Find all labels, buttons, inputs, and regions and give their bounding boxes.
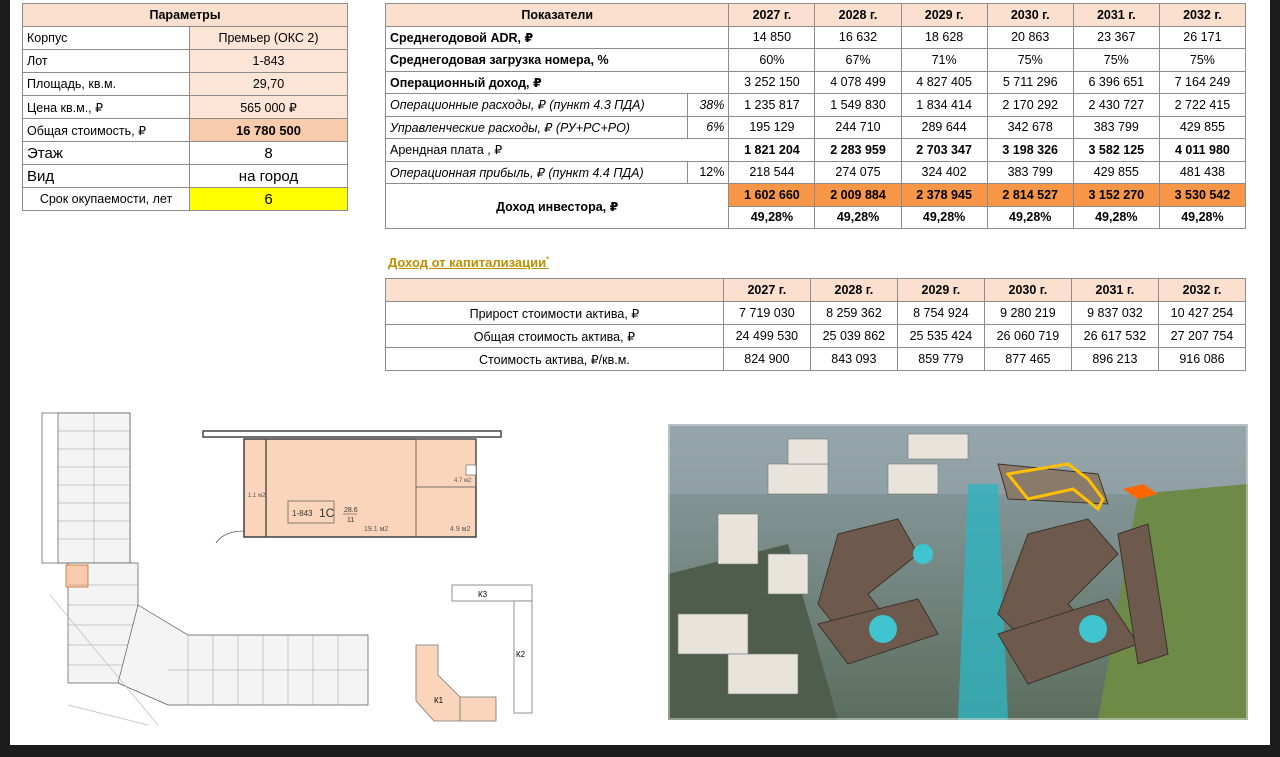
capitalization-value: 8 754 924 [897, 302, 984, 325]
investor-income-value: 2 814 527 [987, 184, 1073, 207]
indicator-label: Операционные расходы, ₽ (пункт 4.3 ПДА) [386, 94, 688, 117]
investor-yield: 49,28% [1073, 206, 1159, 229]
param-label: Площадь, кв.м. [23, 73, 190, 96]
param-value: 29,70 [190, 73, 348, 96]
param-value: 16 780 500 [190, 119, 348, 142]
param-label: Вид [23, 165, 190, 188]
indicators-header: Показатели [386, 4, 729, 27]
capitalization-header-blank [386, 279, 724, 302]
indicator-percent: 12% [687, 161, 729, 184]
param-value: 1-843 [190, 50, 348, 73]
investor-yield: 49,28% [729, 206, 815, 229]
indicator-value: 383 799 [987, 161, 1073, 184]
capitalization-value: 25 535 424 [897, 325, 984, 348]
indicator-value: 18 628 [901, 26, 987, 49]
indicator-value: 1 821 204 [729, 139, 815, 162]
indicator-value: 1 549 830 [815, 94, 901, 117]
investor-income-value: 2 009 884 [815, 184, 901, 207]
indicator-value: 274 075 [815, 161, 901, 184]
indicator-value: 16 632 [815, 26, 901, 49]
indicator-row-rent [386, 139, 1246, 162]
indicator-value: 3 582 125 [1073, 139, 1159, 162]
balcony-area: 1.1 м2 [248, 493, 266, 499]
key-label-k1: К1 [434, 696, 444, 705]
capitalization-value: 877 465 [984, 348, 1071, 371]
key-label-k3: К3 [478, 590, 488, 599]
indicator-percent: 38% [687, 94, 729, 117]
indicator-label: Арендная плата , ₽ [386, 139, 729, 162]
indicator-value: 2 430 727 [1073, 94, 1159, 117]
param-row-total-cost [23, 119, 348, 142]
investor-income-value: 2 378 945 [901, 184, 987, 207]
year-header: 2030 г. [984, 279, 1071, 302]
indicator-value: 20 863 [987, 26, 1073, 49]
investor-yield: 49,28% [901, 206, 987, 229]
indicator-value: 429 855 [1159, 116, 1245, 139]
indicator-value: 342 678 [987, 116, 1073, 139]
indicator-value: 4 011 980 [1159, 139, 1245, 162]
indicator-value: 60% [729, 49, 815, 72]
param-label: Срок окупаемости, лет [23, 188, 190, 211]
indicator-value: 14 850 [729, 26, 815, 49]
capitalization-row-per-sqm [386, 348, 1246, 371]
investor-income-value: 3 152 270 [1073, 184, 1159, 207]
indicator-label: Среднегодовая загрузка номера, % [386, 49, 729, 72]
investor-income-value: 1 602 660 [729, 184, 815, 207]
capitalization-value: 843 093 [810, 348, 897, 371]
year-header: 2028 г. [810, 279, 897, 302]
indicator-value: 1 834 414 [901, 94, 987, 117]
param-row-area [23, 73, 348, 96]
indicator-row-management-expenses [386, 116, 1246, 139]
capitalization-table [385, 278, 1246, 371]
capitalization-row-growth [386, 302, 1246, 325]
indicators-header-row [386, 4, 1246, 27]
param-label: Цена кв.м., ₽ [23, 96, 190, 119]
investor-income-value: 3 530 542 [1159, 184, 1245, 207]
param-value: 6 [190, 188, 348, 211]
param-value: на город [190, 165, 348, 188]
indicator-value: 7 164 249 [1159, 71, 1245, 94]
indicator-value: 26 171 [1159, 26, 1245, 49]
indicator-value: 67% [815, 49, 901, 72]
param-label: Лот [23, 50, 190, 73]
indicator-row-operating-expenses [386, 94, 1246, 117]
capitalization-value: 10 427 254 [1158, 302, 1245, 325]
unit-type-label: 1С [319, 506, 335, 520]
capitalization-value: 896 213 [1071, 348, 1158, 371]
investor-yield: 49,28% [1159, 206, 1245, 229]
document-sheet [10, 0, 1270, 745]
year-header: 2031 г. [1071, 279, 1158, 302]
indicator-value: 71% [901, 49, 987, 72]
indicator-value: 481 438 [1159, 161, 1245, 184]
year-header: 2030 г. [987, 4, 1073, 27]
year-header: 2027 г. [723, 279, 810, 302]
unit-lot-label: 1-843 [292, 509, 313, 518]
capitalization-value: 26 060 719 [984, 325, 1071, 348]
year-header: 2028 г. [815, 4, 901, 27]
parameters-header: Параметры [23, 4, 348, 27]
capitalization-value: 824 900 [723, 348, 810, 371]
unit-area-bottom: 11 [347, 517, 355, 524]
indicators-table [385, 3, 1246, 229]
capitalization-title-text: Доход от капитализации [388, 255, 547, 270]
indicator-value: 218 544 [729, 161, 815, 184]
capitalization-label: Стоимость актива, ₽/кв.м. [386, 348, 724, 371]
indicator-value: 75% [987, 49, 1073, 72]
capitalization-title-mark: * [546, 256, 549, 264]
indicator-value: 2 722 415 [1159, 94, 1245, 117]
param-row-lot [23, 50, 348, 73]
param-label: Корпус [23, 27, 190, 50]
param-row-payback [23, 188, 348, 211]
indicator-value: 429 855 [1073, 161, 1159, 184]
indicator-row-operating-income [386, 71, 1246, 94]
unit-area-top: 28.6 [344, 507, 358, 514]
param-row-building [23, 27, 348, 50]
indicator-value: 2 703 347 [901, 139, 987, 162]
unit-plan [203, 431, 501, 543]
key-label-k2: К2 [516, 650, 526, 659]
indicator-value: 4 078 499 [815, 71, 901, 94]
param-row-view [23, 165, 348, 188]
indicator-label: Среднегодовой ADR, ₽ [386, 26, 729, 49]
indicator-value: 3 198 326 [987, 139, 1073, 162]
aerial-render-image [668, 424, 1248, 720]
capitalization-row-total [386, 325, 1246, 348]
investor-yield: 49,28% [987, 206, 1073, 229]
capitalization-value: 26 617 532 [1071, 325, 1158, 348]
indicator-value: 383 799 [1073, 116, 1159, 139]
capitalization-label: Общая стоимость актива, ₽ [386, 325, 724, 348]
param-value: Премьер (ОКС 2) [190, 27, 348, 50]
room-area: 19.1 м2 [364, 526, 389, 533]
parameters-header-row [23, 4, 348, 27]
indicator-label: Операционная прибыль, ₽ (пункт 4.4 ПДА) [386, 161, 688, 184]
capitalization-value: 7 719 030 [723, 302, 810, 325]
capitalization-header-row [386, 279, 1246, 302]
param-row-price-per-sqm [23, 96, 348, 119]
indicator-label: Управленческие расходы, ₽ (РУ+РС+РО) [386, 116, 688, 139]
investor-yield: 49,28% [815, 206, 901, 229]
capitalization-label: Прирост стоимости актива, ₽ [386, 302, 724, 325]
indicator-label: Операционный доход, ₽ [386, 71, 729, 94]
capitalization-value: 27 207 754 [1158, 325, 1245, 348]
param-value: 8 [190, 142, 348, 165]
indicator-value: 2 170 292 [987, 94, 1073, 117]
investor-income-label: Доход инвестора, ₽ [386, 184, 729, 229]
capitalization-value: 8 259 362 [810, 302, 897, 325]
capitalization-value: 916 086 [1158, 348, 1245, 371]
indicator-value: 289 644 [901, 116, 987, 139]
parameters-table [22, 3, 348, 211]
indicator-value: 75% [1159, 49, 1245, 72]
indicator-row-occupancy [386, 49, 1246, 72]
capitalization-value: 25 039 862 [810, 325, 897, 348]
indicator-value: 4 827 405 [901, 71, 987, 94]
indicator-value: 75% [1073, 49, 1159, 72]
indicator-value: 3 252 150 [729, 71, 815, 94]
bath-area: 4.9 м2 [450, 526, 471, 533]
year-header: 2029 г. [897, 279, 984, 302]
capitalization-value: 24 499 530 [723, 325, 810, 348]
indicator-row-adr [386, 26, 1246, 49]
year-header: 2029 г. [901, 4, 987, 27]
capitalization-title [388, 255, 549, 270]
key-plan [416, 585, 532, 721]
indicator-value: 1 235 817 [729, 94, 815, 117]
hall-area: 4.7 м2 [454, 478, 472, 484]
param-label: Общая стоимость, ₽ [23, 119, 190, 142]
capitalization-value: 9 280 219 [984, 302, 1071, 325]
capitalization-value: 859 779 [897, 348, 984, 371]
indicator-value: 23 367 [1073, 26, 1159, 49]
year-header: 2032 г. [1159, 4, 1245, 27]
investor-income-row [386, 184, 1246, 207]
indicator-value: 2 283 959 [815, 139, 901, 162]
indicator-value: 244 710 [815, 116, 901, 139]
param-label: Этаж [23, 142, 190, 165]
indicator-value: 324 402 [901, 161, 987, 184]
year-header: 2032 г. [1158, 279, 1245, 302]
floor-plans [38, 405, 538, 730]
param-value: 565 000 ₽ [190, 96, 348, 119]
indicator-value: 5 711 296 [987, 71, 1073, 94]
param-row-floor [23, 142, 348, 165]
year-header: 2027 г. [729, 4, 815, 27]
indicator-value: 6 396 651 [1073, 71, 1159, 94]
year-header: 2031 г. [1073, 4, 1159, 27]
indicator-percent: 6% [687, 116, 729, 139]
capitalization-value: 9 837 032 [1071, 302, 1158, 325]
indicator-row-operating-profit [386, 161, 1246, 184]
indicator-value: 195 129 [729, 116, 815, 139]
